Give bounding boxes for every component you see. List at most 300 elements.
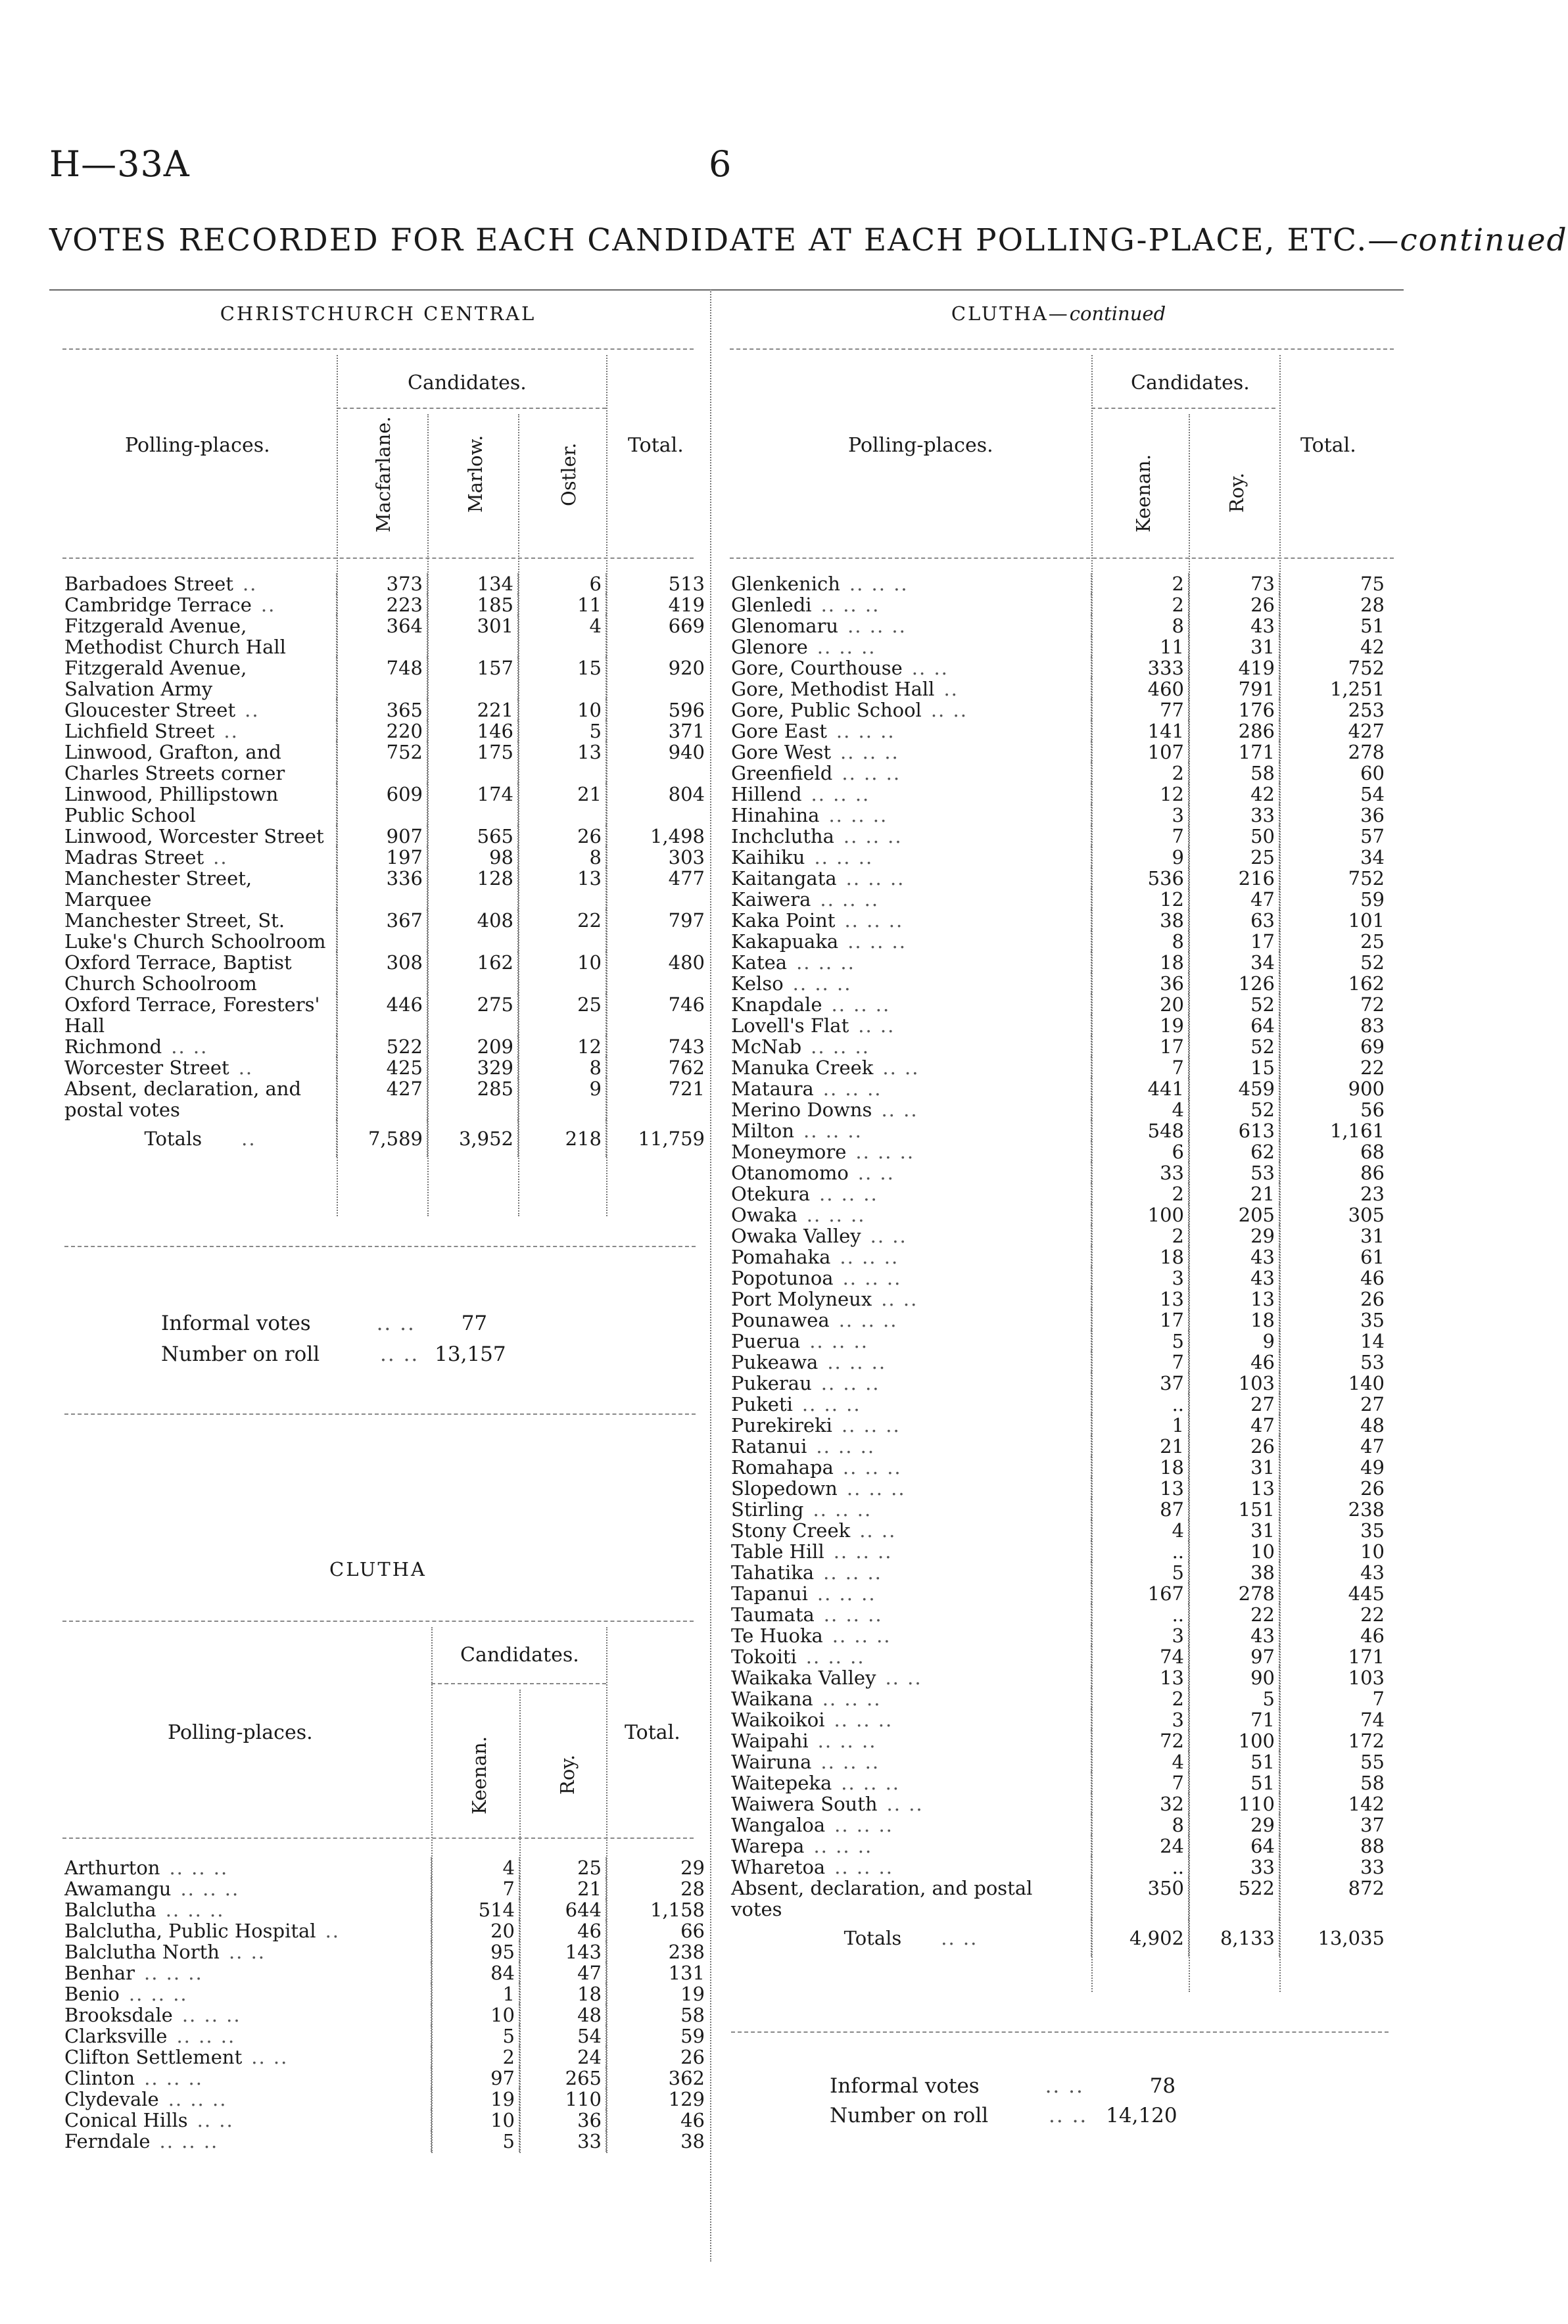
polling-place-name: Glenore <box>731 636 808 658</box>
table-row <box>731 1772 1389 1793</box>
vote-count-cell: 7 <box>1091 1057 1189 1078</box>
polling-place-name: Gore West <box>731 741 832 763</box>
total-vote-cell: 7,589 <box>337 1120 427 1157</box>
polling-place-name: Kakapuaka <box>731 930 839 953</box>
vote-count-cell: .. <box>1091 1541 1189 1562</box>
column-divider <box>710 289 711 2262</box>
row-total-cell: 142 <box>1279 1793 1389 1814</box>
row-total-cell: 33 <box>1279 1857 1389 1878</box>
clutha-totals-rule <box>731 2031 1389 2033</box>
leader-dots: .. .. .. <box>816 1435 876 1458</box>
polling-place-cell <box>64 594 337 615</box>
row-total-cell: 34 <box>1279 847 1389 868</box>
polling-place-cell <box>731 1310 1091 1331</box>
table-row <box>731 1141 1389 1162</box>
row-total-cell: 54 <box>1279 784 1389 805</box>
polling-place-name: Manchester Street, St. Luke's Church Schoolroom <box>64 909 326 953</box>
table-row <box>731 1331 1389 1352</box>
vote-count-cell: 2 <box>1091 763 1189 784</box>
row-total-cell: 303 <box>606 847 709 868</box>
polling-place-cell <box>64 868 337 910</box>
polling-place-cell <box>731 1772 1091 1793</box>
vote-count-cell: 19 <box>431 2089 519 2110</box>
table-row <box>64 1878 709 1899</box>
row-total-cell: 26 <box>1279 1289 1389 1310</box>
polling-place-name: Ferndale <box>64 2130 151 2152</box>
vote-count-cell: 285 <box>427 1078 518 1120</box>
polling-place-cell <box>64 2131 431 2152</box>
vote-count-cell: 10 <box>1189 1541 1279 1562</box>
vote-count-cell: 18 <box>1091 952 1189 973</box>
polling-place-name: Owaka <box>731 1204 797 1226</box>
vote-count-cell: 2 <box>1091 1183 1189 1204</box>
totals-label-cell <box>731 1920 1091 1956</box>
leader-dots: .. .. <box>911 657 949 679</box>
clutha-informal-dots: .. .. <box>1045 2074 1084 2098</box>
vote-count-cell: 126 <box>1189 973 1279 994</box>
table-row <box>731 657 1389 678</box>
table-row <box>731 1099 1389 1120</box>
row-total-cell: 1,161 <box>1279 1120 1389 1141</box>
table-row <box>64 700 709 721</box>
vote-count-cell: 2 <box>1091 573 1189 594</box>
leader-dots: .. .. .. <box>845 867 905 889</box>
vote-count-cell: 100 <box>1091 1204 1189 1225</box>
row-total-cell: 53 <box>1279 1352 1389 1373</box>
row-total-cell: 59 <box>1279 889 1389 910</box>
cc-head-candidates: Candidates. <box>408 371 527 394</box>
leader-dots: .. .. .. <box>792 972 852 995</box>
row-total-cell: 60 <box>1279 763 1389 784</box>
polling-place-name: Pounawea <box>731 1309 830 1331</box>
table-row <box>731 1688 1389 1709</box>
row-total-cell: 35 <box>1279 1520 1389 1541</box>
leader-dots: .. .. .. <box>820 594 880 616</box>
vote-count-cell: 26 <box>518 826 606 847</box>
vote-count-cell: 95 <box>431 1941 519 1962</box>
polling-place-name: Clinton <box>64 2067 135 2089</box>
leader-dots: .. .. .. <box>842 762 901 784</box>
polling-place-name: Clydevale <box>64 2088 159 2110</box>
polling-place-name: Milton <box>731 1120 795 1142</box>
table-row <box>731 615 1389 636</box>
table-row <box>64 826 709 847</box>
vote-count-cell: 29 <box>1189 1225 1279 1246</box>
vote-count-cell: 87 <box>1091 1499 1189 1520</box>
polling-place-cell <box>731 1225 1091 1246</box>
row-total-cell: 58 <box>606 2004 709 2026</box>
polling-place-name: Slopedown <box>731 1477 838 1500</box>
polling-place-name: Linwood, Grafton, and Charles Streets corner <box>64 741 285 784</box>
clutha-candidate-2: Roy. <box>556 1754 579 1795</box>
vote-count-cell: 167 <box>1091 1583 1189 1604</box>
header-rule <box>49 289 1404 291</box>
vote-count-cell: 46 <box>519 1920 606 1941</box>
leader-dots: .. .. .. <box>813 1835 873 1857</box>
row-total-cell: 28 <box>606 1878 709 1899</box>
table-row <box>731 1162 1389 1183</box>
leader-dots: .. .. <box>941 1927 978 1949</box>
vote-count-cell: 15 <box>518 657 606 700</box>
clutha-cont-candidate-2: Roy. <box>1225 472 1248 513</box>
row-total-cell: 56 <box>1279 1099 1389 1120</box>
row-total-cell: 14 <box>1279 1331 1389 1352</box>
vote-count-cell: 90 <box>1189 1667 1279 1688</box>
vote-count-cell: 1 <box>431 1983 519 2004</box>
vote-count-cell: 13 <box>1091 1478 1189 1499</box>
totals-label: Totals <box>843 1927 902 1949</box>
leader-dots: .. .. .. <box>806 1204 866 1226</box>
polling-place-cell <box>731 931 1091 952</box>
vote-count-cell: 53 <box>1189 1162 1279 1183</box>
vote-count-cell: 26 <box>1189 594 1279 615</box>
vote-count-cell: 27 <box>1189 1394 1279 1415</box>
polling-place-name: Te Huoka <box>731 1624 823 1647</box>
leader-dots: .. <box>213 846 228 868</box>
polling-place-name: Balclutha, Public Hospital <box>64 1920 316 1942</box>
row-total-cell: 872 <box>1279 1878 1389 1920</box>
vote-count-cell: 459 <box>1189 1078 1279 1099</box>
leader-dots: .. .. <box>885 1667 922 1689</box>
polling-place-cell <box>731 847 1091 868</box>
clutha-informal-value: 78 <box>1149 2074 1176 2098</box>
vote-count-cell: 43 <box>1189 1268 1279 1289</box>
vote-count-cell: 143 <box>519 1941 606 1962</box>
leader-dots: .. .. .. <box>820 888 880 911</box>
vote-count-cell: 15 <box>1189 1057 1279 1078</box>
table-row <box>731 1793 1389 1814</box>
polling-place-cell <box>731 1289 1091 1310</box>
vote-count-cell: 64 <box>1189 1015 1279 1036</box>
polling-place-name: Otanomomo <box>731 1162 849 1184</box>
leader-dots: .. .. <box>859 1519 897 1542</box>
polling-place-name: Hillend <box>731 783 802 805</box>
vote-count-cell: 29 <box>1189 1814 1279 1836</box>
clutha-cont-section-title <box>713 302 1404 325</box>
polling-place-name: Tokoiti <box>731 1646 797 1668</box>
leader-dots: .. .. .. <box>805 1646 865 1668</box>
polling-place-name: Taumata <box>731 1603 815 1626</box>
polling-place-cell <box>64 1983 431 2004</box>
vote-count-cell: 373 <box>337 573 427 594</box>
table-row <box>731 1352 1389 1373</box>
vote-count-cell: 21 <box>518 784 606 826</box>
vote-count-cell: 11 <box>518 594 606 615</box>
polling-place-cell <box>731 1246 1091 1268</box>
polling-place-cell <box>731 700 1091 721</box>
polling-place-name: Wharetoa <box>731 1856 826 1878</box>
polling-place-cell <box>731 826 1091 847</box>
row-total-cell: 47 <box>1279 1436 1389 1457</box>
table-row <box>64 784 709 826</box>
clutha-results-table-1 <box>64 1857 709 2152</box>
polling-place-name: Merino Downs <box>731 1099 872 1121</box>
polling-place-name: Richmond <box>64 1035 162 1058</box>
main-title <box>49 222 1568 258</box>
vote-count-cell: 4 <box>1091 1520 1189 1541</box>
grand-total-cell: 13,035 <box>1279 1920 1389 1956</box>
leader-dots: .. .. .. <box>833 1540 893 1563</box>
vote-count-cell: 427 <box>337 1078 427 1120</box>
row-total-cell: 83 <box>1279 1015 1389 1036</box>
leader-dots: .. .. .. <box>159 2130 219 2152</box>
polling-place-name: Waipahi <box>731 1730 809 1752</box>
polling-place-name: Kaihiku <box>731 846 805 868</box>
main-title-text: VOTES RECORDED FOR EACH CANDIDATE AT EACH POLLING-PLACE, ETC.— <box>49 222 1400 258</box>
polling-place-cell <box>731 1373 1091 1394</box>
row-total-cell: 35 <box>1279 1310 1389 1331</box>
polling-place-cell <box>731 573 1091 594</box>
leader-dots: .. <box>242 573 258 595</box>
polling-place-cell <box>731 868 1091 889</box>
polling-place-cell <box>64 721 337 742</box>
row-total-cell: 1,498 <box>606 826 709 847</box>
page-reference: H—33A <box>49 143 190 185</box>
vote-count-cell: 221 <box>427 700 518 721</box>
table-row <box>731 1183 1389 1204</box>
leader-dots: .. .. .. <box>814 846 874 868</box>
table-row <box>731 1457 1389 1478</box>
table-row <box>731 910 1389 931</box>
row-total-cell: 74 <box>1279 1709 1389 1730</box>
row-total-cell: 596 <box>606 700 709 721</box>
vote-count-cell: 34 <box>1189 952 1279 973</box>
vote-count-cell: 20 <box>1091 994 1189 1015</box>
row-total-cell: 305 <box>1279 1204 1389 1225</box>
leader-dots: .. .. .. <box>169 1857 229 1879</box>
vote-count-cell: 419 <box>1189 657 1279 678</box>
polling-place-name: Gore, Courthouse <box>731 657 903 679</box>
leader-dots: .. .. .. <box>840 1246 899 1268</box>
polling-place-cell <box>731 763 1091 784</box>
vote-count-cell: 209 <box>427 1036 518 1057</box>
polling-place-name: Cambridge Terrace <box>64 594 252 616</box>
polling-place-name: Waikoikoi <box>731 1709 825 1731</box>
row-total-cell: 103 <box>1279 1667 1389 1688</box>
polling-place-name: Waiwera South <box>731 1793 878 1815</box>
vote-count-cell: 62 <box>1189 1141 1279 1162</box>
vote-count-cell: 77 <box>1091 700 1189 721</box>
vote-count-cell: 9 <box>518 1078 606 1120</box>
row-total-cell: 445 <box>1279 1583 1389 1604</box>
table-row <box>64 2068 709 2089</box>
cc-totals-rule <box>64 1246 696 1247</box>
polling-place-name: Wairuna <box>731 1751 812 1773</box>
cc-roll-label: Number on roll <box>161 1342 320 1366</box>
vote-count-cell: 216 <box>1189 868 1279 889</box>
vote-count-cell: 17 <box>1091 1310 1189 1331</box>
polling-place-cell <box>64 952 337 994</box>
table-row <box>64 952 709 994</box>
vote-count-cell: 47 <box>1189 1415 1279 1436</box>
polling-place-name: Pukerau <box>731 1372 812 1394</box>
leader-dots: .. .. <box>858 1014 895 1037</box>
clutha-header-bottom-rule <box>62 1838 694 1839</box>
vote-count-cell: 522 <box>337 1036 427 1057</box>
row-total-cell: 131 <box>606 1962 709 1983</box>
vote-count-cell: 460 <box>1091 678 1189 700</box>
leader-dots: .. .. .. <box>181 2004 241 2026</box>
polling-place-cell <box>731 1120 1091 1141</box>
vote-count-cell: 3 <box>1091 1709 1189 1730</box>
cc-results-table <box>64 573 709 1157</box>
leader-dots: .. .. .. <box>834 1856 893 1878</box>
polling-place-name: Benhar <box>64 1962 135 1984</box>
vote-count-cell: 24 <box>519 2047 606 2068</box>
vote-count-cell: 128 <box>427 868 518 910</box>
table-row <box>64 1962 709 1983</box>
table-row <box>64 2089 709 2110</box>
cc-candidate-2: Marlow. <box>464 435 487 513</box>
vote-count-cell: 13 <box>518 742 606 784</box>
row-total-cell: 48 <box>1279 1415 1389 1436</box>
polling-place-cell <box>731 1688 1091 1709</box>
row-total-cell: 75 <box>1279 573 1389 594</box>
clutha-cont-header-top-rule <box>730 348 1394 350</box>
vote-count-cell: 275 <box>427 994 518 1036</box>
table-row <box>731 1394 1389 1415</box>
vote-count-cell: 12 <box>1091 889 1189 910</box>
row-total-cell: 171 <box>1279 1646 1389 1667</box>
vote-count-cell: 36 <box>519 2110 606 2131</box>
polling-place-cell <box>64 2068 431 2089</box>
polling-place-name: Purekireki <box>731 1414 832 1436</box>
row-total-cell: 61 <box>1279 1246 1389 1268</box>
vote-count-cell: .. <box>1091 1394 1189 1415</box>
table-row <box>731 847 1389 868</box>
vote-count-cell: 613 <box>1189 1120 1279 1141</box>
polling-place-cell <box>731 657 1091 678</box>
clutha-head-places: Polling-places. <box>168 1721 313 1744</box>
vote-count-cell: 31 <box>1189 1457 1279 1478</box>
vote-count-cell: 2 <box>1091 594 1189 615</box>
vote-count-cell: 5 <box>431 2026 519 2047</box>
polling-place-name: Otekura <box>731 1183 810 1205</box>
leader-dots: .. .. .. <box>832 1624 891 1647</box>
polling-place-name: Knapdale <box>731 993 822 1016</box>
cc-candidates-rule <box>337 408 606 409</box>
polling-place-cell <box>64 2004 431 2026</box>
table-row <box>731 931 1389 952</box>
polling-place-cell <box>731 1204 1091 1225</box>
cc-header-top-rule <box>62 348 694 350</box>
vote-count-cell: 7 <box>1091 1772 1189 1793</box>
vote-count-cell: 3 <box>1091 805 1189 826</box>
table-row <box>64 1983 709 2004</box>
vote-count-cell: 50 <box>1189 826 1279 847</box>
vote-count-cell: 24 <box>1091 1836 1189 1857</box>
table-row <box>64 910 709 952</box>
vote-count-cell: 151 <box>1189 1499 1279 1520</box>
leader-dots: .. .. .. <box>817 1582 876 1605</box>
vote-count-cell: 54 <box>519 2026 606 2047</box>
vote-count-cell: 21 <box>1091 1436 1189 1457</box>
row-total-cell: 129 <box>606 2089 709 2110</box>
leader-dots: .. .. <box>886 1793 924 1815</box>
total-vote-cell: 4,902 <box>1091 1920 1189 1956</box>
row-total-cell: 66 <box>606 1920 709 1941</box>
leader-dots: .. .. .. <box>176 2025 236 2047</box>
vote-count-cell: 33 <box>1091 1162 1189 1183</box>
vote-count-cell: 5 <box>1189 1688 1279 1709</box>
vote-count-cell: 51 <box>1189 1751 1279 1772</box>
total-vote-cell: 3,952 <box>427 1120 518 1157</box>
table-row <box>731 742 1389 763</box>
polling-place-cell <box>731 1036 1091 1057</box>
vote-count-cell: 175 <box>427 742 518 784</box>
table-row <box>731 1646 1389 1667</box>
vote-count-cell: 8 <box>518 847 606 868</box>
row-total-cell: 68 <box>1279 1141 1389 1162</box>
leader-dots: .. .. .. <box>834 1709 893 1731</box>
polling-place-cell <box>64 1899 431 1920</box>
vote-count-cell: 31 <box>1189 1520 1279 1541</box>
vote-count-cell: 46 <box>1189 1352 1279 1373</box>
leader-dots: .. .. .. <box>813 1498 872 1521</box>
polling-place-name: Benio <box>64 1983 120 2005</box>
polling-place-name: Tapanui <box>731 1582 808 1605</box>
polling-place-cell <box>731 784 1091 805</box>
row-total-cell: 49 <box>1279 1457 1389 1478</box>
leader-dots: .. <box>238 1056 254 1079</box>
vote-count-cell: 12 <box>518 1036 606 1057</box>
clutha-head-total: Total. <box>625 1721 680 1744</box>
table-row <box>731 573 1389 594</box>
row-total-cell: 46 <box>1279 1625 1389 1646</box>
polling-place-cell <box>731 1541 1091 1562</box>
cc-informal-label: Informal votes <box>161 1312 311 1335</box>
vote-count-cell: 20 <box>431 1920 519 1941</box>
vote-count-cell: 110 <box>1189 1793 1279 1814</box>
polling-place-name: Pomahaka <box>731 1246 831 1268</box>
table-row <box>731 1415 1389 1436</box>
clutha-cont-header-bottom-rule <box>730 557 1394 559</box>
polling-place-name: Gore, Public School <box>731 699 922 721</box>
row-total-cell: 19 <box>606 1983 709 2004</box>
vote-count-cell: 52 <box>1189 1036 1279 1057</box>
leader-dots: .. .. .. <box>143 1962 203 1984</box>
vote-count-cell: 64 <box>1189 1836 1279 1857</box>
polling-place-cell <box>64 847 337 868</box>
table-row <box>64 594 709 615</box>
vote-count-cell: 4 <box>518 615 606 657</box>
vote-count-cell: 47 <box>519 1962 606 1983</box>
vote-count-cell: 19 <box>1091 1015 1189 1036</box>
polling-place-name: Balclutha North <box>64 1941 220 1963</box>
leader-dots: .. .. .. <box>144 2067 203 2089</box>
totals-label-cell <box>64 1120 337 1157</box>
polling-place-name: Tahatika <box>731 1561 815 1584</box>
vote-count-cell: 536 <box>1091 868 1189 889</box>
row-total-cell: 669 <box>606 615 709 657</box>
table-row <box>64 2026 709 2047</box>
vote-count-cell: 514 <box>431 1899 519 1920</box>
row-total-cell: 920 <box>606 657 709 700</box>
row-total-cell: 46 <box>606 2110 709 2131</box>
table-row <box>64 721 709 742</box>
polling-place-name: Table Hill <box>731 1540 824 1563</box>
clutha-cont-head-candidates: Candidates. <box>1131 371 1250 394</box>
polling-place-cell <box>731 1499 1091 1520</box>
leader-dots: .. .. .. <box>836 720 895 742</box>
leader-dots: .. .. .. <box>803 1120 863 1142</box>
table-row <box>731 1709 1389 1730</box>
leader-dots: .. .. .. <box>840 741 899 763</box>
vote-count-cell: 4 <box>431 1857 519 1878</box>
polling-place-name: Awamangu <box>64 1878 172 1900</box>
table-row <box>64 1857 709 1878</box>
table-row <box>731 1078 1389 1099</box>
